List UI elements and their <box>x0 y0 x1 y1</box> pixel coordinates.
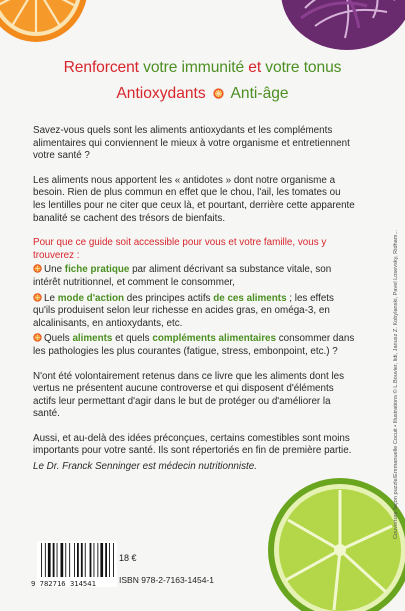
subtitle-antioxydants: Antioxydants <box>116 85 206 102</box>
orange-slice-icon <box>33 333 42 342</box>
header-subtitle <box>0 85 405 103</box>
preconceptions-paragraph: Aussi, et au-delà des idées préconçues, certains comestibles sont moins importants pour votre santé. Ils sont répertoriés en fin de première partie. <box>33 432 352 457</box>
item3-text-c: et quels <box>112 333 153 345</box>
list-item <box>33 333 355 358</box>
price: 18 € <box>119 553 137 563</box>
guide-lead: Pour que ce guide soit accessible pour vous et votre famille, vous y trouverez : <box>33 237 327 261</box>
intro-paragraph: Savez-vous quels sont les aliments antioxydants et les compléments alimentaires qui conviennent le mieux à votre organisme et entretiennent votre santé ? <box>33 125 350 162</box>
antidotes-paragraph: Les aliments nous apportent les « antidotes » dont notre organisme a besoin. Rien de plus commun en effet que le chou, l'ail, les tomates ou les lentilles pour ne citer que ceux là, et pourtant, derrière cette apparente banalité se cachent des trésors de bienfaits. <box>33 174 355 224</box>
selection-paragraph: N'ont été volontairement retenus dans ce livre que les aliments dont les vertus ne présentent aucune controverse et qui disposent d'éléments actifs leur permettant d'agir dans le but de protéger ou d'améliorer la santé. <box>33 370 345 420</box>
barcode-number: 9 782716 314541 <box>31 579 96 588</box>
item2-text-a: Le <box>44 292 58 304</box>
tagline-part3: et <box>248 59 262 76</box>
item1-highlight: fiche pratique <box>64 264 130 276</box>
tagline-part4: votre tonus <box>265 59 342 76</box>
red-cabbage-illustration <box>275 0 405 52</box>
cover-credits: Couverture façon puzzle/Emmanuelle Cocuit • Illustrations © L.Bouvier, lidi, Janusz Z. Kobylanski, Pavel Losevsky, Ridham... <box>393 229 399 539</box>
isbn: ISBN 978-2-7163-1454-1 <box>119 575 214 585</box>
orange-slice-icon <box>33 293 42 302</box>
item3-text-e: consommer dans les pathologies les plus courantes (fatigue, stress, embonpoint, etc.) ? <box>33 333 355 357</box>
item2-text-c: des principes actifs <box>124 292 214 304</box>
item3-highlight-1: aliments <box>72 333 113 345</box>
orange-slice-icon <box>33 264 42 273</box>
subtitle-anti-age: Anti-âge <box>230 85 289 102</box>
list-item <box>33 293 355 331</box>
header-tagline <box>0 59 405 77</box>
item2-highlight-1: mode d'action <box>57 292 125 304</box>
orange-slice-icon <box>213 88 224 99</box>
author-note: Le Dr. Franck Senninger est médecin nutritionniste. <box>33 461 257 473</box>
tagline-part1: Renforcent <box>63 59 139 76</box>
tagline-part2: votre immunité <box>143 59 245 76</box>
item2-highlight-2: de ces aliments <box>213 292 287 304</box>
item1-text-c: par aliment décrivant sa substance vitale, son intérêt nutritionnel, et comment le consommer, <box>33 264 332 288</box>
orange-slice-illustration <box>0 0 90 44</box>
item3-text-a: Quels <box>44 333 73 345</box>
item2-text-e: ; les effets qu'ils produisent selon leur richesse en acides gras, en oméga-3, en alcalinisants, en antioxydants, etc. <box>33 292 334 329</box>
item1-text-a: Une <box>44 264 65 276</box>
lime-slice-illustration <box>258 468 405 611</box>
back-cover-text <box>33 125 355 486</box>
list-item <box>33 264 355 289</box>
item3-highlight-2: compléments alimentaires <box>152 333 276 345</box>
